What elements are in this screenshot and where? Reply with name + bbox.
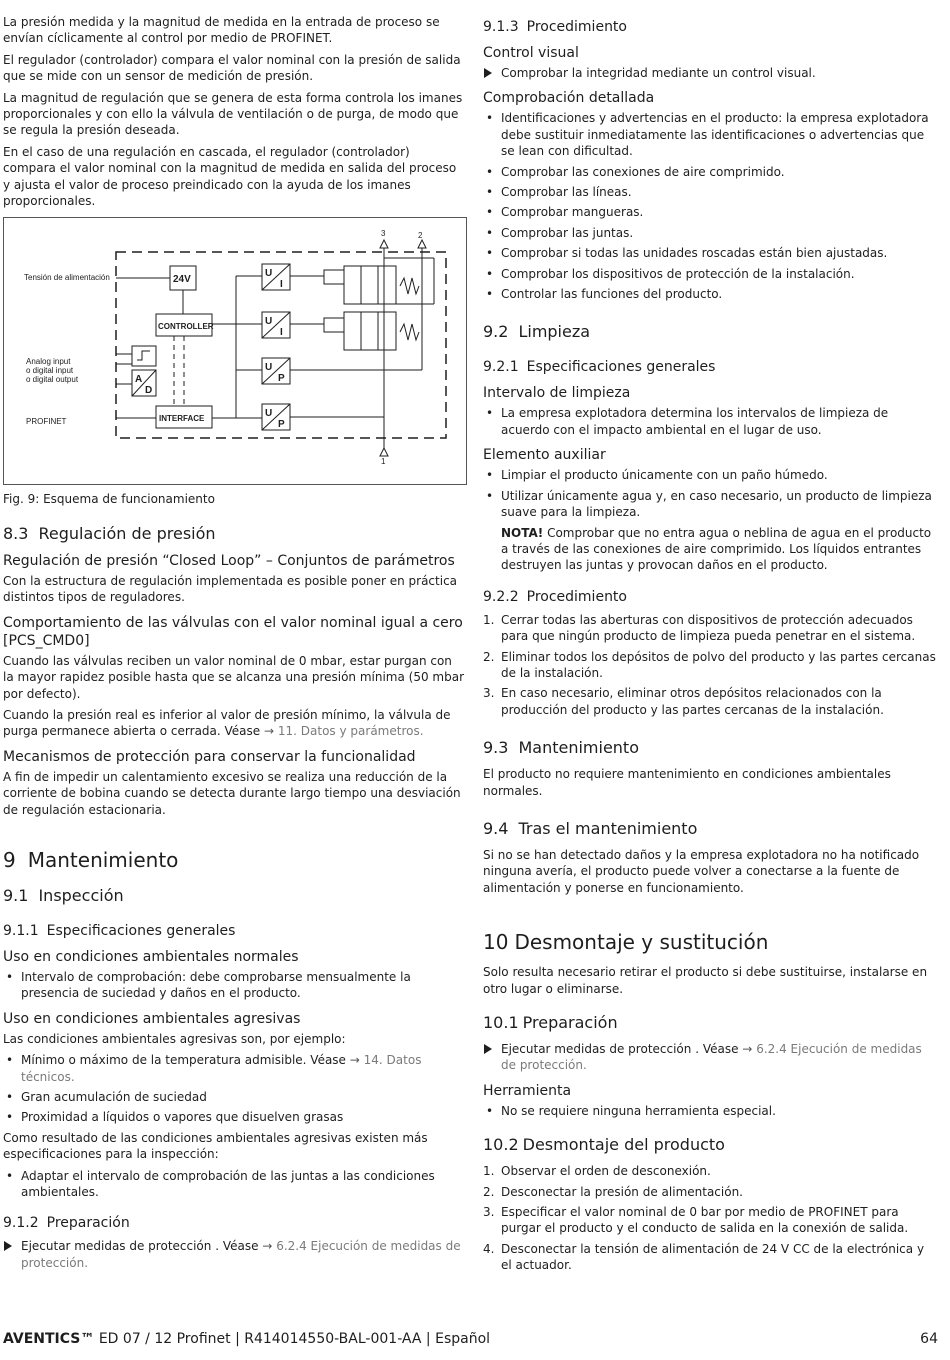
aggressive-result: Como resultado de las condiciones ambientales agresivas existen más especificaciones para la inspección:	[3, 1130, 428, 1162]
footer-document-info: AVENTICS™ ED 07 / 12 Profinet | R414014550-BAL-001-AA | Español	[3, 1331, 491, 1347]
diagram-svg	[4, 218, 466, 484]
preparation-list	[483, 1041, 938, 1074]
aggressive-list	[3, 1052, 465, 1126]
zero-setpoint-paragraph-1: Cuando las válvulas reciben un valor nominal de 0 mbar, estar purgan con la mayor rapidez posible hasta que se alcanza una presión mínima (50 mbar por defecto).	[3, 653, 465, 701]
visual-control-heading: Control visual	[483, 45, 579, 61]
list-item: • Intervalo de comprobación: debe comprobarse mensualmente la presencia de suciedad y daños en el producto.	[3, 969, 465, 1002]
page-footer	[3, 1331, 938, 1347]
section-9-2-heading: 9.2 Limpieza	[483, 322, 591, 342]
tool-heading: Herramienta	[483, 1082, 572, 1099]
list-item: • Comprobar las juntas.	[483, 225, 938, 241]
arrow-icon: →	[742, 1042, 753, 1056]
list-item: 2. Desconectar la presión de alimentación.	[483, 1184, 743, 1199]
arrow-icon: →	[264, 724, 275, 739]
brand-name: AVENTICS™	[3, 1331, 95, 1347]
list-item: • Adaptar el intervalo de comprobación de las juntas a las condiciones ambientales.	[3, 1168, 465, 1201]
cleaning-interval-list	[483, 405, 938, 438]
zero-setpoint-heading: Comportamiento de las válvulas con el valor nominal igual a cero [PCS_CMD0]	[3, 614, 463, 649]
chapter-9-heading: 9 Mantenimiento	[3, 847, 179, 872]
section-9-4-heading: 9.4 Tras el mantenimiento	[483, 818, 698, 838]
list-item: • Proximidad a líquidos o vapores que disuelven grasas	[3, 1109, 465, 1125]
right-column	[483, 14, 938, 1278]
up1-p: P	[278, 373, 285, 385]
auxiliary-heading: Elemento auxiliar	[483, 447, 606, 464]
section-8-3-heading: 8.3 Regulación de presión	[3, 523, 216, 543]
closed-loop-heading: Regulación de presión “Closed Loop” – Conjuntos de parámetros	[3, 552, 455, 569]
list-item: Ejecutar medidas de protección . Véase → 6.2.4 Ejecución de medidas de protección.	[483, 1041, 938, 1074]
arrow-icon: →	[262, 1239, 273, 1254]
profinet-label: PROFINET	[26, 417, 67, 427]
detailed-check-heading: Comprobación detallada	[483, 90, 655, 107]
ad-label-a: A	[135, 374, 143, 386]
xref-link[interactable]: 6.2.4 Ejecución de medidas de protección.	[501, 1042, 922, 1073]
list-item: 4. Desconectar la tensión de alimentación de 24 V CC de la electrónica y el actuador.	[483, 1241, 925, 1273]
intro-paragraph-3: La magnitud de regulación que se genera de esta forma controla los imanes proporcionales y con ello la válvula de ventilación o de purga, de modo que se regula la presión deseada.	[3, 90, 463, 138]
cleaning-procedure-list	[483, 612, 938, 718]
up2-u: U	[265, 408, 273, 420]
section-9-2-1-heading: 9.2.1 Especificaciones generales	[483, 359, 716, 376]
xref-link[interactable]: 11. Datos y parámetros.	[277, 724, 424, 739]
list-item: • No se requiere ninguna herramienta especial.	[483, 1103, 938, 1119]
xref-link[interactable]: 6.2.4 Ejecución de medidas de protección.	[21, 1239, 461, 1270]
protection-heading: Mecanismos de protección para conservar la funcionalidad	[3, 748, 416, 765]
list-item: 3. En caso necesario, eliminar otros depósitos relacionados con la producción del producto y las partes cercanas de la instalación.	[483, 686, 884, 717]
section-10-2-heading: 10.2 Desmontaje del producto	[483, 1135, 725, 1155]
result-list	[3, 1168, 465, 1201]
section-9-1-heading: 9.1 Inspección	[3, 885, 124, 905]
box-interface-label: INTERFACE	[159, 414, 205, 424]
list-item: • Comprobar las conexiones de aire comprimido.	[483, 164, 938, 180]
section-9-1-1-heading: 9.1.1 Especificaciones generales	[3, 922, 236, 939]
list-item: 2. Eliminar todos los depósitos de polvo del producto y las partes cercanas de la instalación.	[483, 649, 936, 680]
ui1-i: I	[280, 279, 283, 291]
port-2-label: 2	[418, 231, 423, 241]
after-maintenance-paragraph: Si no se han detectado daños y la empresa explotadora no ha notificado ninguna avería, el producto puede volver a conectarse a la fuente de alimentación y ponerse en funcionamiento.	[483, 847, 920, 895]
figure-caption: Fig. 9: Esquema de funcionamiento	[3, 492, 215, 507]
ad-label-d: D	[145, 385, 153, 397]
section-9-3-heading: 9.3 Mantenimiento	[483, 738, 639, 758]
disassembly-list	[483, 1163, 938, 1273]
disassembly-intro: Solo resulta necesario retirar el producto si debe sustituirse, instalarse en otro lugar o eliminarse.	[483, 965, 928, 996]
intro-paragraph-4: En el caso de una regulación en cascada, el regulador (controlador) compara el valor nominal con la magnitud de medida en salida del proceso y ajusta el valor de proceso preindicado con la ayuda de los imanes proporcionales.	[3, 144, 457, 209]
list-item: 1. Observar el orden de desconexión.	[483, 1164, 711, 1179]
list-item: 1. Cerrar todas las aberturas con dispositivos de protección adecuados para que ningún producto de limpieza pueda penetrar en el sistema.	[483, 612, 916, 644]
up1-u: U	[265, 362, 273, 374]
cleaning-interval-heading: Intervalo de limpieza	[483, 385, 631, 402]
arrow-icon: →	[349, 1053, 360, 1068]
box-controller-label: CONTROLLER	[158, 322, 214, 332]
section-9-1-2-heading: 9.1.2 Preparación	[3, 1215, 130, 1232]
list-item: • Gran acumulación de suciedad	[3, 1089, 465, 1105]
normal-conditions-heading: Uso en condiciones ambientales normales	[3, 948, 299, 965]
port-3-label: 3	[381, 229, 386, 239]
zero-setpoint-paragraph-2: Cuando la presión real es inferior al valor de presión mínimo, la válvula de purga permanece abierta o cerrada. Véase → 11. Datos y parámetros.	[3, 707, 451, 739]
aggressive-intro: Las condiciones ambientales agresivas son, por ejemplo:	[3, 1031, 346, 1046]
ui1-u: U	[265, 268, 273, 280]
list-item: • Utilizar únicamente agua y, en caso necesario, un producto de limpieza suave para la limpieza.	[483, 488, 938, 521]
analog-label-2: o digital input	[26, 366, 74, 376]
list-item: • Comprobar los dispositivos de protección de la instalación.	[483, 266, 938, 282]
list-item: • Limpiar el producto únicamente con un paño húmedo.	[483, 467, 938, 483]
intro-paragraph-1: La presión medida y la magnitud de medida en la entrada de proceso se envían cíclicamente al control por medio de PROFINET.	[3, 15, 440, 46]
closed-loop-paragraph: Con la estructura de regulación implementada es posible poner en práctica distintos tipos de reguladores.	[3, 573, 458, 605]
normal-conditions-list	[3, 969, 465, 1002]
analog-label-1: Analog input	[26, 357, 71, 367]
left-column	[3, 14, 465, 1275]
aggressive-conditions-heading: Uso en condiciones ambientales agresivas	[3, 1010, 301, 1027]
box-24v-label: 24V	[173, 274, 191, 286]
list-item: • Comprobar las líneas.	[483, 184, 938, 200]
page-number: 64	[920, 1331, 938, 1347]
detailed-check-list	[483, 110, 938, 302]
list-item: • Mínimo o máximo de la temperatura admisible. Véase → 14. Datos técnicos.	[3, 1052, 465, 1085]
protection-paragraph: A fin de impedir un calentamiento excesivo se realiza una reducción de la corriente de bobina cuando se detecta durante largo tiempo una desviación de regulación estacionaria.	[3, 769, 461, 817]
list-item: 3. Especificar el valor nominal de 0 bar por medio de PROFINET para purgar el producto y el conducto de salida en la conexión de salida.	[483, 1205, 909, 1236]
preparation-list	[3, 1238, 465, 1271]
section-9-1-3-heading: 9.1.3 Procedimiento	[483, 19, 627, 35]
note-paragraph: NOTA! Comprobar que no entra agua o neblina de agua en el producto a través de las conexiones de aire comprimido. Los líquidos entrantes destruyen las juntas y provocan daños en el producto.	[501, 525, 932, 573]
list-item: • Comprobar mangueras.	[483, 204, 938, 220]
list-item: Comprobar la integridad mediante un control visual.	[483, 65, 938, 81]
visual-list	[483, 65, 938, 81]
ui2-u: U	[265, 316, 273, 328]
section-10-1-heading: 10.1 Preparación	[483, 1013, 618, 1032]
ui2-i: I	[280, 327, 283, 339]
port-1-label: 1	[381, 457, 386, 467]
xref-link[interactable]: 14. Datos técnicos.	[21, 1053, 422, 1084]
function-diagram	[3, 217, 467, 485]
chapter-10-heading: 10 Desmontaje y sustitución	[483, 930, 769, 955]
auxiliary-list	[483, 467, 938, 520]
list-item: • La empresa explotadora determina los intervalos de limpieza de acuerdo con el impacto ambiental en el lugar de uso.	[483, 405, 938, 438]
tool-list	[483, 1103, 938, 1119]
list-item: • Comprobar si todas las unidades roscadas están bien ajustadas.	[483, 245, 938, 261]
section-9-2-2-heading: 9.2.2 Procedimiento	[483, 588, 627, 605]
up2-p: P	[278, 419, 285, 431]
note-label: NOTA!	[501, 525, 544, 540]
list-item: • Identificaciones y advertencias en el producto: la empresa explotadora debe sustituir inmediatamente las identificaciones o advertencias que se lean con dificultad.	[483, 110, 938, 159]
list-item: Ejecutar medidas de protección . Véase → 6.2.4 Ejecución de medidas de protección.	[3, 1238, 465, 1271]
analog-label-3: o digital output	[26, 375, 79, 385]
supply-label: Tensión de alimentación	[24, 273, 110, 283]
maintenance-paragraph: El producto no requiere mantenimiento en condiciones ambientales normales.	[483, 767, 891, 798]
intro-paragraph-2: El regulador (controlador) compara el valor nominal con la presión de salida que se mide con un sensor de medición de presión.	[3, 52, 461, 84]
list-item: • Controlar las funciones del producto.	[483, 286, 938, 302]
